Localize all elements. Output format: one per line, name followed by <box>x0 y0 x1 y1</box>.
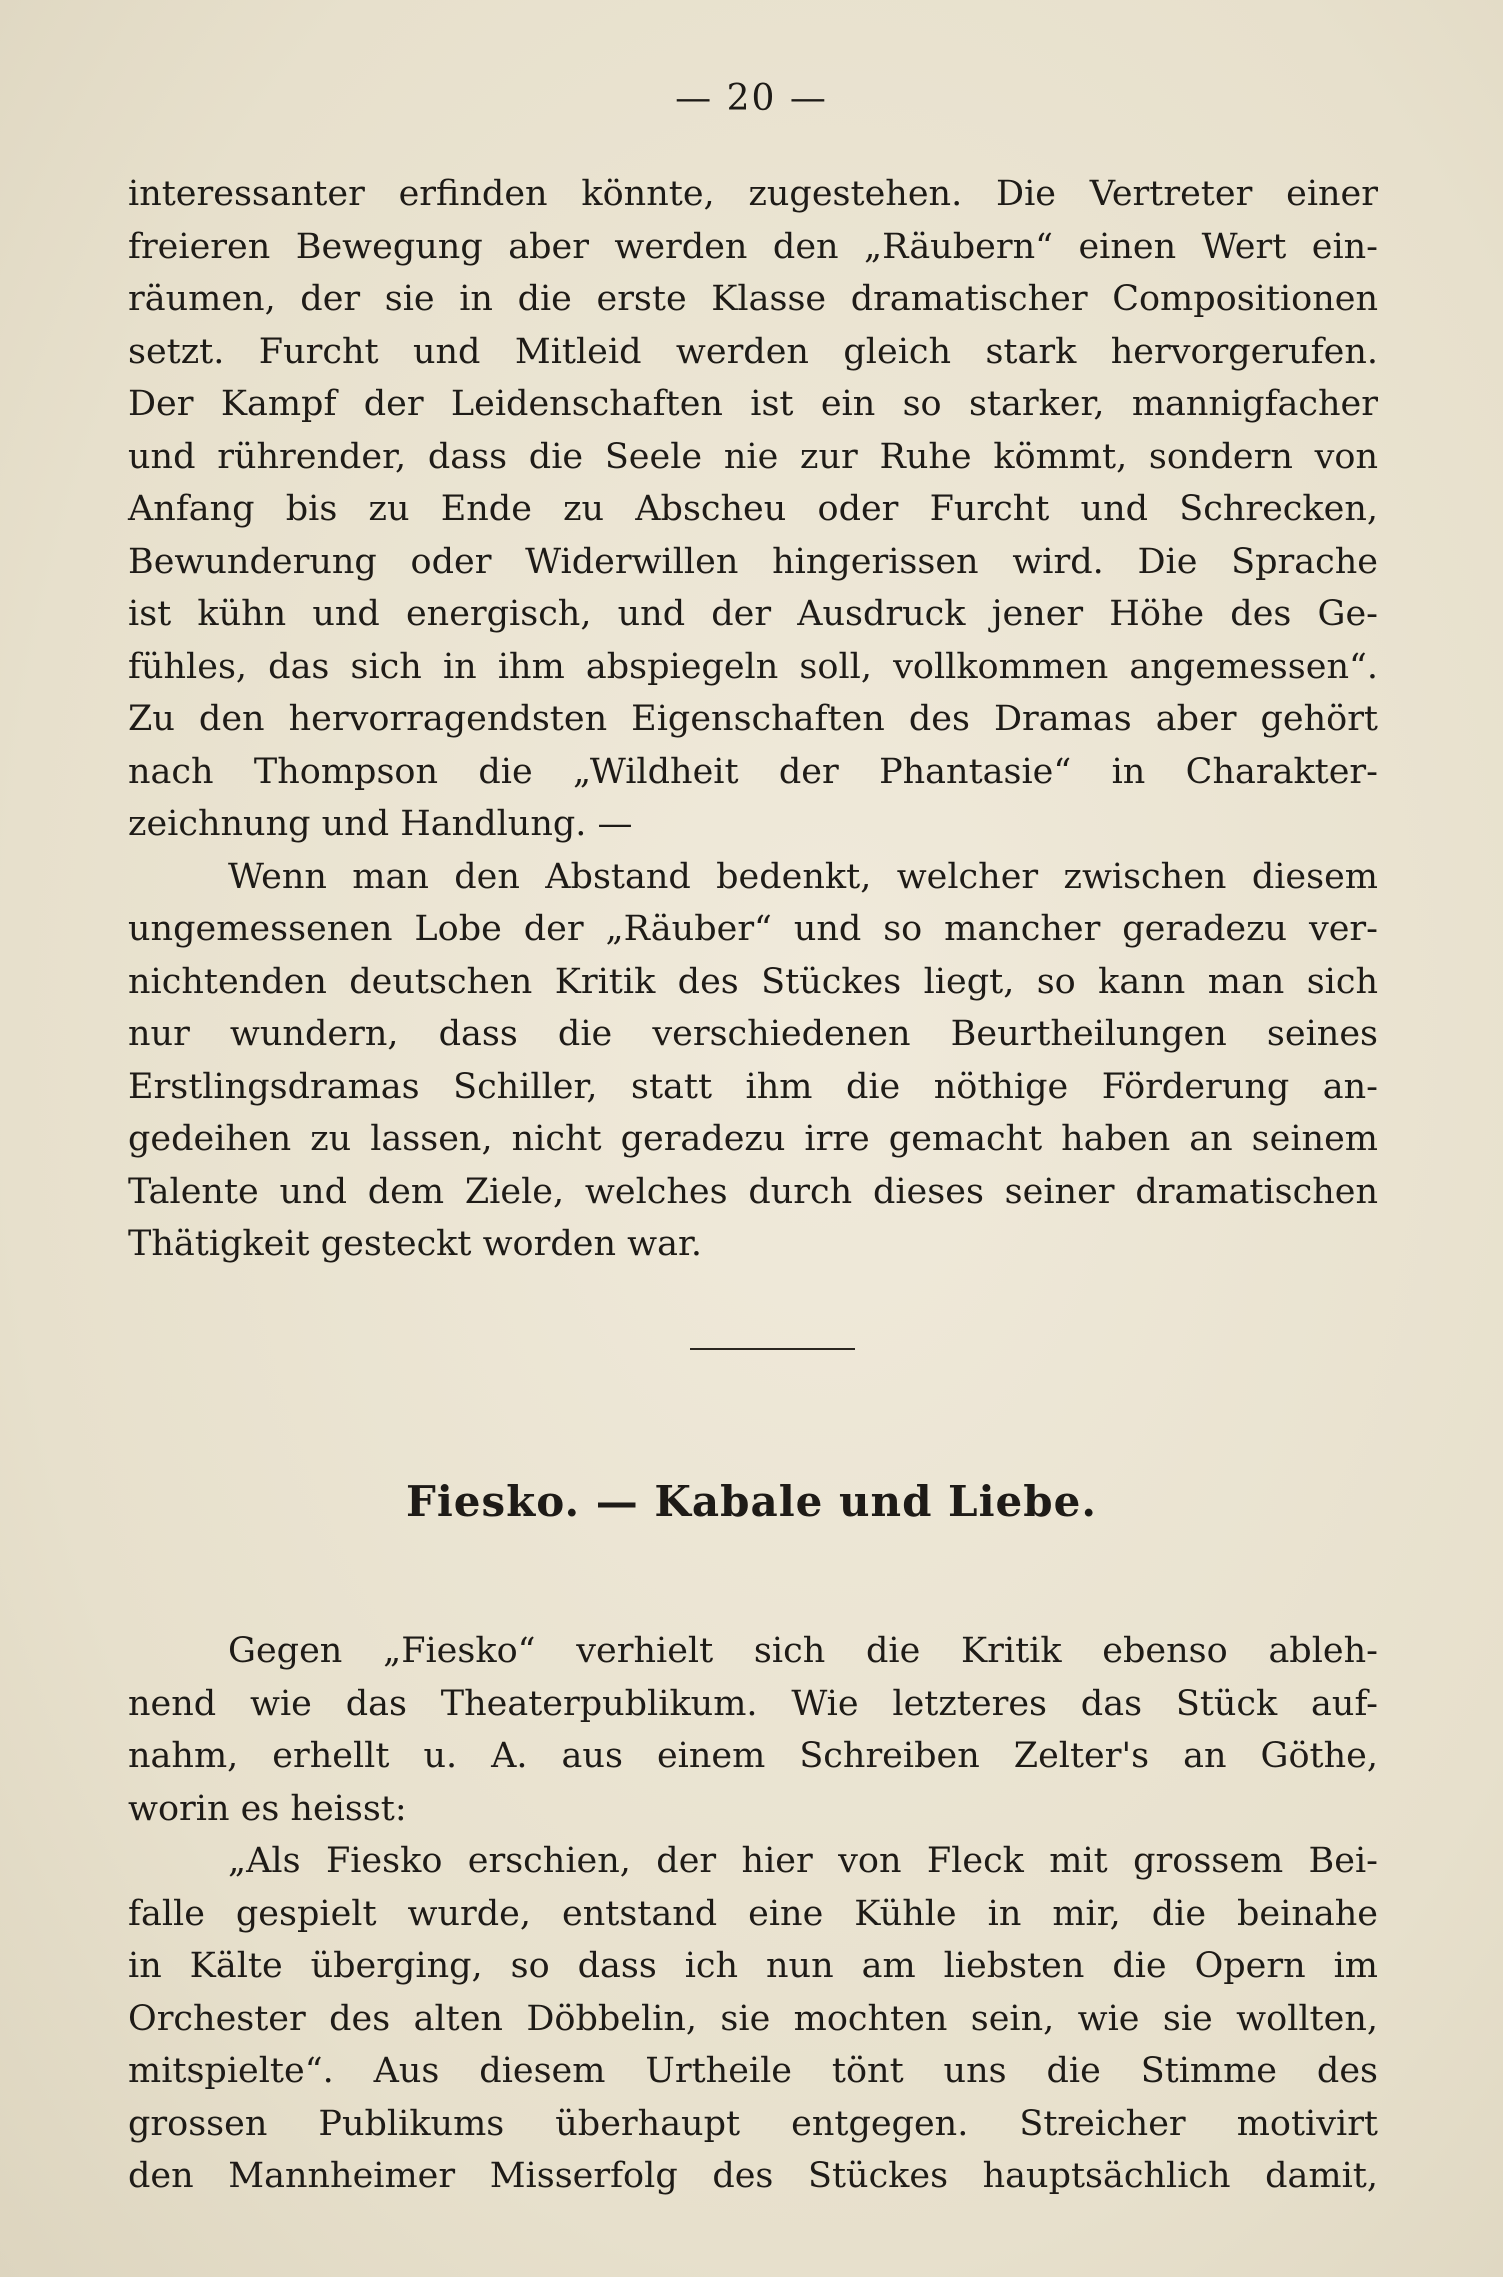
text-line: falle gespielt wurde, entstand eine Kühle in mir, die beinahe <box>128 1893 1378 1934</box>
text-line: ungemessenen Lobe der „Räuber“ und so mancher geradezu ver- <box>128 909 1378 949</box>
paragraph-abstand <box>128 851 1378 1271</box>
text-line: den Mannheimer Misserfolg des Stückes hauptsächlich damit, <box>128 2156 1378 2196</box>
paragraph-fiesko-kritik <box>128 1625 1378 1835</box>
section-divider <box>690 1348 855 1350</box>
text-line: worin es heisst: <box>128 1788 407 1829</box>
text-line: Zu den hervorragendsten Eigenschaften des Dramas aber gehört <box>128 699 1378 739</box>
text-line: nichtenden deutschen Kritik des Stückes liegt, so kann man sich <box>128 961 1378 1002</box>
paragraph-zelter-quote <box>128 1835 1378 2203</box>
text-line: interessanter erfinden könnte, zugestehen. Die Vertreter einer <box>128 174 1378 214</box>
text-line: Gegen „Fiesko“ verhielt sich die Kritik ebenso ableh- <box>228 1631 1378 1671</box>
text-line: zeichnung und Handlung. — <box>128 804 633 844</box>
text-line: räumen, der sie in die erste Klasse dramatischer Compositionen <box>128 279 1378 319</box>
text-line: Erstlingsdramas Schiller, statt ihm die nöthige Förderung an- <box>128 1066 1378 1107</box>
page-number: — 20 — <box>675 78 828 119</box>
top-text-block <box>128 168 1378 1271</box>
text-line: Wenn man den Abstand bedenkt, welcher zwischen diesem <box>228 856 1378 897</box>
text-line: Der Kampf der Leidenschaften ist ein so starker, mannigfacher <box>128 384 1378 424</box>
text-line: nur wundern, dass die verschiedenen Beurtheilungen seines <box>128 1014 1378 1054</box>
text-line: Thätigkeit gesteckt worden war. <box>128 1224 702 1264</box>
text-line: setzt. Furcht und Mitleid werden gleich stark hervorgerufen. <box>128 331 1378 372</box>
text-line: freieren Bewegung aber werden den „Räubern“ einen Wert ein- <box>128 226 1378 267</box>
text-line: gedeihen zu lassen, nicht geradezu irre gemacht haben an seinem <box>128 1119 1378 1159</box>
section-heading: Fiesko. — Kabale und Liebe. <box>406 1477 1097 1526</box>
text-line: nend wie das Theaterpublikum. Wie letzteres das Stück auf- <box>128 1683 1378 1724</box>
text-line: Orchester des alten Döbbelin, sie mochten sein, wie sie wollten, <box>128 1998 1378 2039</box>
text-line: Talente und dem Ziele, welches durch dieses seiner dramatischen <box>128 1171 1378 1212</box>
bottom-text-block <box>128 1625 1378 2203</box>
paragraph-critique-raeuber <box>128 168 1378 851</box>
text-line: grossen Publikums überhaupt entgegen. Streicher motivirt <box>128 2103 1378 2144</box>
text-line: fühles, das sich in ihm abspiegeln soll, vollkommen angemessen“. <box>128 646 1378 687</box>
text-line: in Kälte überging, so dass ich nun am liebsten die Opern im <box>128 1946 1378 1986</box>
text-line: nahm, erhellt u. A. aus einem Schreiben Zelter's an Göthe, <box>128 1736 1378 1776</box>
text-line: ist kühn und energisch, und der Ausdruck jener Höhe des Ge- <box>128 594 1378 634</box>
text-line: nach Thompson die „Wildheit der Phantasie“ in Charakter- <box>128 751 1378 792</box>
text-line: Anfang bis zu Ende zu Abscheu oder Furcht und Schrecken, <box>128 489 1378 529</box>
text-line: und rührender, dass die Seele nie zur Ruhe kömmt, sondern von <box>128 436 1378 477</box>
text-line: mitspielte“. Aus diesem Urtheile tönt uns die Stimme des <box>128 2051 1378 2091</box>
text-line: Bewunderung oder Widerwillen hingerissen wird. Die Sprache <box>128 541 1378 582</box>
text-line: „Als Fiesko erschien, der hier von Fleck mit grossem Bei- <box>228 1841 1378 1881</box>
